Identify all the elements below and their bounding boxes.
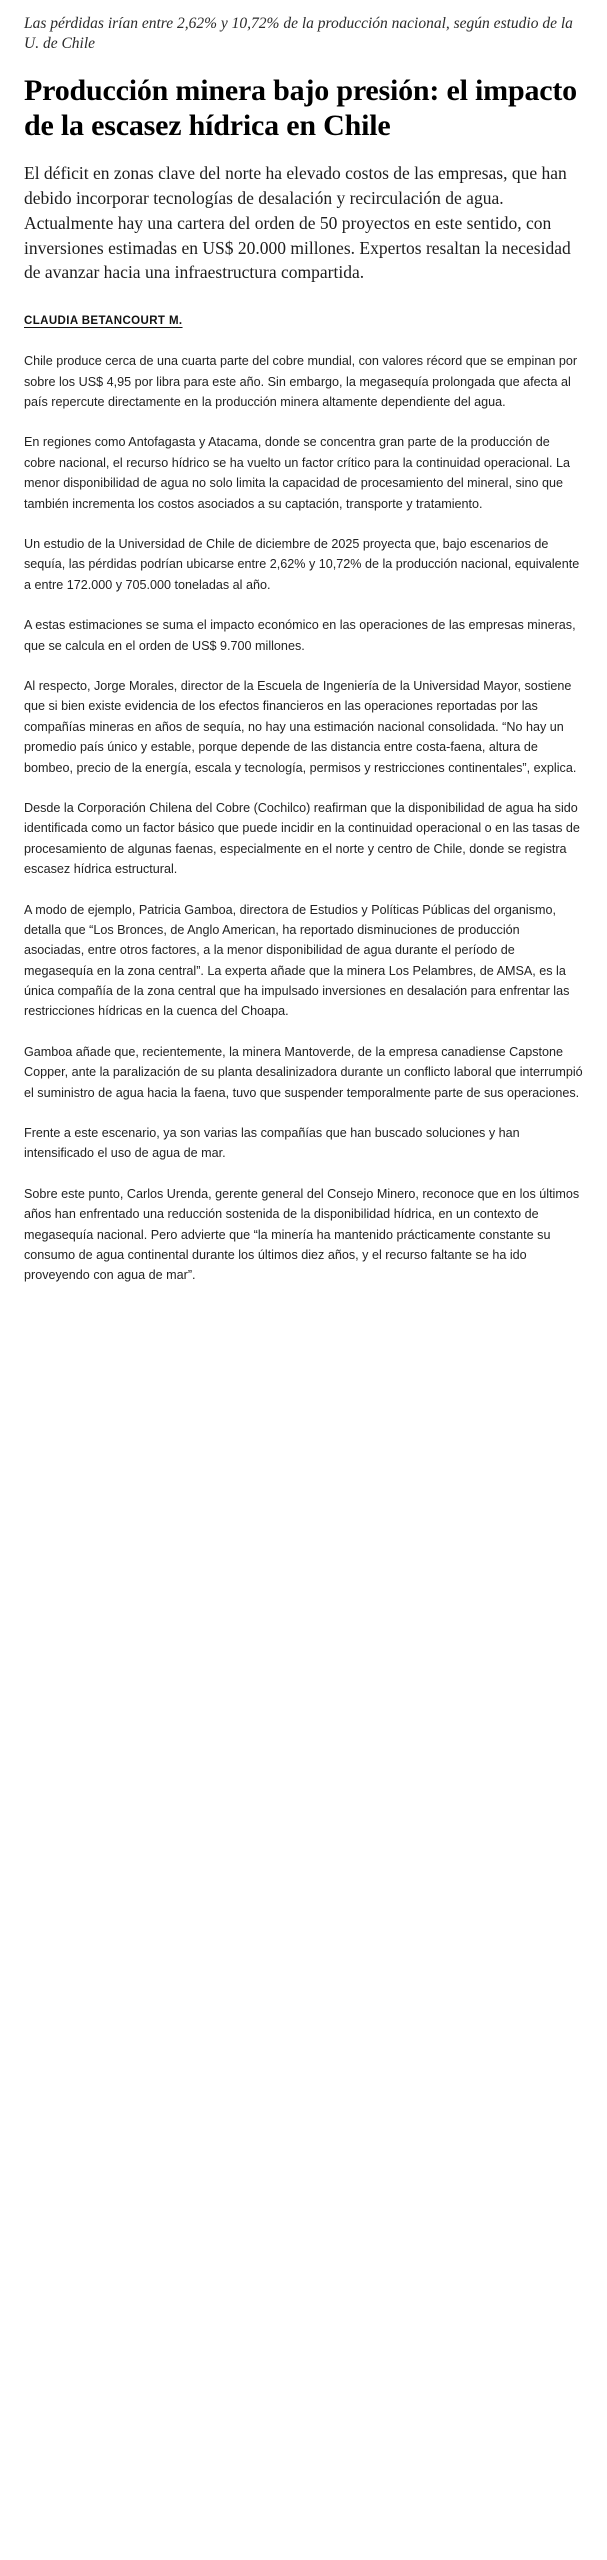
page-title: Producción minera bajo presión: el impacto de la escasez hídrica en Chile — [24, 73, 577, 142]
body-paragraph: Sobre este punto, Carlos Urenda, gerente general del Consejo Minero, reconoce que en los últimos años han enfrentado una reducción sostenida de la disponibilidad hídrica, en un contexto de megasequía nacional. Pero advierte que “la minería ha mantenido prácticamente constante su consumo de agua continental durante los últimos diez años, y el recurso faltante se ha ido proveyendo con agua de mar”. — [24, 1186, 580, 1283]
article-kicker: Las pérdidas irían entre 2,62% y 10,72% de la producción nacional, según estudio de la U. de Chile — [24, 15, 573, 53]
article-lede: El déficit en zonas clave del norte ha elevado costos de las empresas, que han debido incorporar tecnologías de desalación y recirculación de agua. Actualmente hay una cartera del orden de 50 proyectos en este sentido, con inversiones estimadas en US$ 20.000 millones. Expertos resaltan la necesidad de avanzar hacia una infraestructura compartida. — [24, 163, 571, 283]
body-paragraph: Gamboa añade que, recientemente, la minera Mantoverde, de la empresa canadiense Capstone Copper, ante la paralización de su planta desalinizadora durante un conflicto laboral que interrumpió el suministro de agua hacia la faena, tuvo que suspender temporalmente parte de sus operaciones. — [24, 1044, 583, 1100]
author-byline-link[interactable]: CLAUDIA BETANCOURT M. — [24, 315, 183, 328]
body-paragraph: Chile produce cerca de una cuarta parte del cobre mundial, con valores récord que se empinan por sobre los US$ 4,95 por libra para este año. Sin embargo, la megasequía prolongada que afecta al país repercute directamente en la producción minera altamente dependiente del agua. — [24, 354, 578, 410]
body-paragraph: A modo de ejemplo, Patricia Gamboa, directora de Estudios y Políticas Públicas del organismo, detalla que “Los Bronces, de Anglo American, ha reportado disminuciones de producción asociadas, entre otros factores, a la menor disponibilidad de agua durante el período de megasequía en la zona central”. La experta añade que la minera Los Pelambres, de AMSA, es la única compañía de la zona central que ha impulsado inversiones en desalación para enfrentar las restricciones hídricas en la cuenca del Choapa. — [24, 902, 570, 1019]
article-body — [24, 351, 583, 1285]
body-paragraph: A estas estimaciones se suma el impacto económico en las operaciones de las empresas mineras, que se calcula en el orden de US$ 9.700 millones. — [24, 618, 576, 653]
body-paragraph: Un estudio de la Universidad de Chile de diciembre de 2025 proyecta que, bajo escenarios de sequía, las pérdidas podrían ubicarse entre 2,62% y 10,72% de la producción nacional, equivalente a entre 172.000 y 705.000 toneladas al año. — [24, 537, 580, 592]
body-paragraph: Desde la Corporación Chilena del Cobre (Cochilco) reafirman que la disponibilidad de agua ha sido identificada como un factor básico que puede incidir en la continuidad operacional o en las tasas de procesamiento de algunas faenas, especialmente en el norte y centro de Chile, donde se registra escasez hídrica estructural. — [24, 800, 580, 877]
byline-container — [24, 311, 583, 329]
body-paragraph: Frente a este escenario, ya son varias las compañías que han buscado soluciones y han intensificado el uso de agua de mar. — [24, 1126, 520, 1161]
body-paragraph: En regiones como Antofagasta y Atacama, donde se concentra gran parte de la producción de cobre nacional, el recurso hídrico se ha vuelto un factor crítico para la continuidad operacional. La menor disponibilidad de agua no solo limita la capacidad de procesamiento del mineral, sino que también incrementa los costos asociados a su captación, transporte y tratamiento. — [24, 435, 571, 511]
body-paragraph: Al respecto, Jorge Morales, director de la Escuela de Ingeniería de la Universidad Mayor, sostiene que si bien existe evidencia de los efectos financieros en las operaciones reportadas por las compañías mineras en años de sequía, no hay una estimación nacional consolidada. “No hay un promedio país único y estable, porque depende de las distancia entre costa-faena, altura de bombeo, precio de la energía, escala y tecnología, permisos y restricciones continentales”, explica. — [24, 679, 577, 775]
